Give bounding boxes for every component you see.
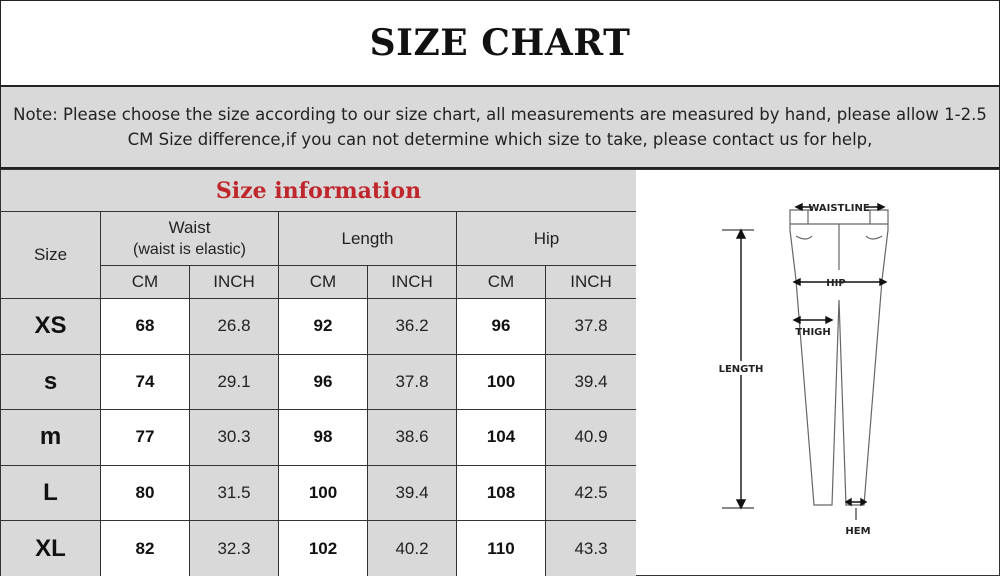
page-title: SIZE CHART xyxy=(369,22,631,64)
length-inch-cell: 40.2 xyxy=(368,521,457,576)
size-label: m xyxy=(1,410,101,466)
unit-header: CM xyxy=(279,266,368,299)
unit-header: INCH xyxy=(546,266,637,299)
hip-cm-cell: 110 xyxy=(457,521,546,576)
table-row xyxy=(1,410,637,466)
waist-inch-cell: 26.8 xyxy=(190,299,279,355)
hip-inch-cell: 39.4 xyxy=(546,354,637,410)
hip-cm-cell: 96 xyxy=(457,299,546,355)
waist-cm-cell: 77 xyxy=(101,410,190,466)
unit-header: CM xyxy=(457,266,546,299)
waistline-label: WAISTLINE xyxy=(808,203,870,214)
size-label: XS xyxy=(1,299,101,355)
length-label: LENGTH xyxy=(718,364,764,375)
title-band xyxy=(0,0,1000,87)
note-band xyxy=(0,87,1000,169)
length-cm-cell: 102 xyxy=(279,521,368,576)
waist-group-header xyxy=(101,212,279,266)
waist-inch-cell: 31.5 xyxy=(190,465,279,521)
table-row xyxy=(1,354,637,410)
length-cm-cell: 98 xyxy=(279,410,368,466)
hem-measure-icon xyxy=(846,499,866,520)
size-information-heading xyxy=(1,170,637,212)
length-cm-cell: 92 xyxy=(279,299,368,355)
unit-header: CM xyxy=(101,266,190,299)
size-information-title: Size information xyxy=(215,177,422,204)
hip-inch-cell: 37.8 xyxy=(546,299,637,355)
table-row xyxy=(1,299,637,355)
unit-header: INCH xyxy=(368,266,457,299)
waist-cm-cell: 68 xyxy=(101,299,190,355)
pants-diagram-svg xyxy=(636,170,999,576)
pants-measurement-diagram xyxy=(636,169,1000,576)
size-label: s xyxy=(1,354,101,410)
unit-header: INCH xyxy=(190,266,279,299)
size-note: Note: Please choose the size according to our size chart, all measurements are measured by hand, please allow 1-2.5 CM Size difference,if you can not determine which size to take, please contact us for help, xyxy=(13,105,987,149)
waist-inch-cell: 30.3 xyxy=(190,410,279,466)
waist-cm-cell: 80 xyxy=(101,465,190,521)
thigh-label: THIGH xyxy=(795,327,831,338)
size-column-header: Size xyxy=(1,212,101,299)
length-group-header: Length xyxy=(279,212,457,266)
waist-inch-cell: 32.3 xyxy=(190,521,279,576)
length-inch-cell: 38.6 xyxy=(368,410,457,466)
size-table xyxy=(0,169,637,576)
size-label: XL xyxy=(1,521,101,576)
length-cm-cell: 96 xyxy=(279,354,368,410)
waist-label: Waist xyxy=(168,218,211,237)
length-inch-cell: 37.8 xyxy=(368,354,457,410)
length-cm-cell: 100 xyxy=(279,465,368,521)
length-inch-cell: 39.4 xyxy=(368,465,457,521)
hip-cm-cell: 100 xyxy=(457,354,546,410)
waist-inch-cell: 29.1 xyxy=(190,354,279,410)
table-row xyxy=(1,521,637,576)
waist-cm-cell: 82 xyxy=(101,521,190,576)
hip-group-header: Hip xyxy=(457,212,637,266)
hip-label: HIP xyxy=(826,278,846,289)
hip-cm-cell: 104 xyxy=(457,410,546,466)
hip-inch-cell: 40.9 xyxy=(546,410,637,466)
waist-cm-cell: 74 xyxy=(101,354,190,410)
waist-sublabel: (waist is elastic) xyxy=(133,241,246,258)
table-row xyxy=(1,465,637,521)
hip-inch-cell: 43.3 xyxy=(546,521,637,576)
hem-label: HEM xyxy=(845,526,871,537)
hip-cm-cell: 108 xyxy=(457,465,546,521)
hip-inch-cell: 42.5 xyxy=(546,465,637,521)
pants-outline-icon xyxy=(790,210,888,505)
size-label: L xyxy=(1,465,101,521)
length-inch-cell: 36.2 xyxy=(368,299,457,355)
